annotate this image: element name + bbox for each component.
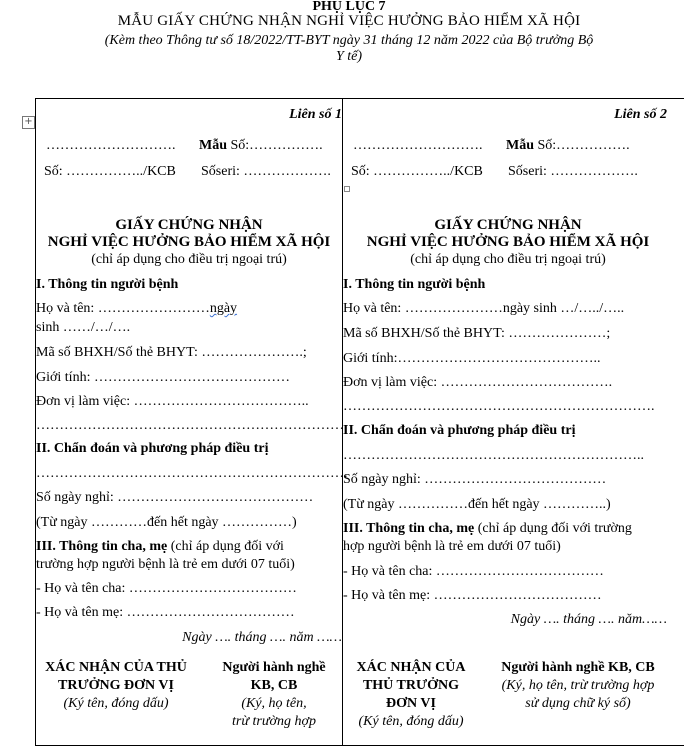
practitioner-note-line2: sử dụng chữ ký số) xyxy=(525,696,631,711)
diagnosis-dots: …………………………………………………………. xyxy=(36,466,348,481)
signing-date: Ngày …. tháng …. năm…… xyxy=(510,612,667,627)
workplace-extra-dots: …………………………………………………………. xyxy=(343,399,655,414)
practitioner-title: Người hành nghề KB, CB xyxy=(501,660,655,675)
org-dots: ………………………. xyxy=(353,138,483,153)
gender-field: Giới tính:…………………………………….. xyxy=(343,351,601,366)
insurance-number-field: Mã số BHXH/Số thẻ BHYT: …………………; xyxy=(343,326,611,341)
practitioner-title: Người hành nghề xyxy=(222,660,326,675)
document-title: MẪU GIẤY CHỨNG NHẬN NGHỈ VIỆC HƯỞNG BẢO HIỂM XÃ HỘI xyxy=(117,13,581,29)
patient-dob-field: sinh ……/…/…. xyxy=(36,320,131,335)
insurance-number-field: Mã số BHXH/Số thẻ BHYT: ………………….; xyxy=(36,345,307,360)
practitioner-signature-block xyxy=(206,659,342,731)
gender-field: Giới tính: …………………………………… xyxy=(36,370,290,385)
unit-head-title-line2: TRƯỞNG ĐƠN VỊ xyxy=(58,678,174,693)
section-patient-info: I. Thông tin người bệnh xyxy=(36,277,179,292)
kcb-number: Số: ……………../KCB xyxy=(44,164,176,179)
father-name-field: - Họ và tên cha: ……………………………… xyxy=(36,581,297,596)
patient-name-field: Họ và tên: ……………………ngày xyxy=(36,301,238,316)
unit-head-signature-block xyxy=(36,659,196,713)
serial-number: Sốseri: ………………. xyxy=(201,164,331,179)
practitioner-note: (Ký, họ tên, trừ trường hợp xyxy=(501,678,655,693)
cert-title-line2: NGHỈ VIỆC HƯỞNG BẢO HIỂM XÃ HỘI xyxy=(366,234,650,250)
cert-title: GIẤY CHỨNG NHẬN xyxy=(115,217,263,233)
date-range-field: (Từ ngày ……………đến hết ngày …………..) xyxy=(343,497,611,512)
practitioner-note-line2: trừ trường hợp xyxy=(232,714,316,729)
copy-label: Liên số 1 xyxy=(289,107,342,122)
mother-name-field: - Họ và tên mẹ: ……………………………… xyxy=(343,588,602,603)
unit-head-title: XÁC NHẬN CỦA THỦ xyxy=(45,660,187,675)
copy-label: Liên số 2 xyxy=(614,107,667,122)
form-number: Mẫu Số:……………. xyxy=(506,138,630,153)
practitioner-note: (Ký, họ tên, xyxy=(241,696,307,711)
patient-name-dob-field: Họ và tên: …………………ngày sinh …/…../….. xyxy=(343,301,625,316)
document-subtitle-cont: Y tế) xyxy=(335,49,363,64)
kcb-number: Số: ……………../KCB xyxy=(351,164,483,179)
cert-title: GIẤY CHỨNG NHẬN xyxy=(434,217,582,233)
mother-name-field: - Họ và tên mẹ: ……………………………… xyxy=(36,605,295,620)
workplace-field: Đơn vị làm việc: ……………………………….. xyxy=(36,394,309,409)
section-patient-info: I. Thông tin người bệnh xyxy=(343,277,486,292)
copy-1-column xyxy=(36,98,348,746)
org-dots: ………………………. xyxy=(46,138,176,153)
father-name-field: - Họ và tên cha: ……………………………… xyxy=(343,564,604,579)
unit-head-title-line3: ĐƠN VỊ xyxy=(386,696,436,711)
form-number: Mẫu Số:……………. xyxy=(199,138,323,153)
section-parents: III. Thông tin cha, mẹ (chỉ áp dụng đối với xyxy=(36,539,284,554)
workplace-extra-dots: …………………………………………………………. xyxy=(36,418,348,433)
unit-head-title-line2: THỦ TRƯỞNG xyxy=(362,678,460,693)
practitioner-signature-block xyxy=(483,659,673,713)
cert-note: (chỉ áp dụng cho điều trị ngoại trú) xyxy=(410,252,606,267)
diagnosis-dots: ……………………………………………………….. xyxy=(343,448,644,463)
unit-head-note: (Ký tên, đóng dấu) xyxy=(358,714,464,729)
unit-head-title: XÁC NHẬN CỦA xyxy=(356,660,466,675)
section-parents: III. Thông tin cha, mẹ (chỉ áp dụng đối với trường xyxy=(343,521,632,536)
appendix-title: PHỤ LỤC 7 xyxy=(312,0,386,14)
date-range-field: (Từ ngày …………đến hết ngày ……………) xyxy=(36,515,297,530)
serial-number: Sốseri: ………………. xyxy=(508,164,638,179)
days-off-field: Số ngày nghỉ: …………………………………… xyxy=(36,490,314,505)
signing-date: Ngày …. tháng …. năm …… xyxy=(182,630,342,645)
section-diagnosis: II. Chẩn đoán và phương pháp điều trị xyxy=(36,441,269,456)
section-parents-note: hợp người bệnh là trẻ em dưới 07 tuổi) xyxy=(343,539,561,554)
unit-head-note: (Ký tên, đóng dấu) xyxy=(63,696,169,711)
section-parents-note: trường hợp người bệnh là trẻ em dưới 07 tuổi) xyxy=(36,557,295,572)
workplace-field: Đơn vị làm việc: ………………………………. xyxy=(343,375,613,390)
practitioner-title-line2: KB, CB xyxy=(250,678,298,693)
copy-2-column xyxy=(343,98,673,746)
days-off-field: Số ngày nghỉ: ………………………………… xyxy=(343,472,607,487)
document-subtitle: (Kèm theo Thông tư số 18/2022/TT-BYT ngày 31 tháng 12 năm 2022 của Bộ trưởng Bộ xyxy=(104,33,594,48)
cert-note: (chỉ áp dụng cho điều trị ngoại trú) xyxy=(91,252,287,267)
section-diagnosis: II. Chẩn đoán và phương pháp điều trị xyxy=(343,423,576,438)
unit-head-signature-block xyxy=(343,659,479,731)
table-move-handle-icon[interactable]: + xyxy=(22,116,35,129)
cert-title-line2: NGHỈ VIỆC HƯỞNG BẢO HIỂM XÃ HỘI xyxy=(47,234,331,250)
